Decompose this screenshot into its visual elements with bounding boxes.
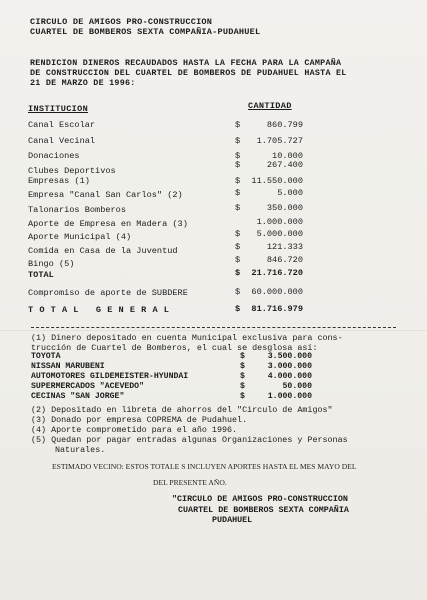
- currency-sign: $: [240, 392, 245, 401]
- currency-sign: $: [240, 382, 245, 391]
- company-amount: 3.000.000: [267, 362, 312, 371]
- row-amount: 5.000.000: [256, 229, 303, 239]
- footnote-1-line-1: (1) Dinero depositado en cuenta Municipal exclusiva para cons-: [31, 333, 343, 343]
- footnote-1-line-2: trucción de Cuartel de Bomberos, el cual se desglosa así:: [31, 343, 318, 353]
- currency-sign: $: [235, 160, 241, 170]
- row-amount: 350.000: [266, 203, 303, 213]
- row-amount: 846.720: [266, 255, 303, 265]
- currency-sign: $: [235, 287, 241, 297]
- currency-sign: $: [235, 268, 241, 278]
- intro-paragraph: [30, 58, 347, 88]
- row-amount: 1.000.000: [256, 217, 303, 227]
- intro-line-1: RENDICION DINEROS RECAUDADOS HASTA LA FECHA PARA LA CAMPAÑA: [30, 58, 342, 68]
- row-amount: 60.000.000: [251, 287, 303, 297]
- currency-sign: $: [235, 242, 241, 252]
- row-amount: 121.333: [266, 242, 303, 252]
- company-name: CECINAS "SAN JORGE": [31, 392, 125, 401]
- intro-line-3: 21 DE MARZO DE 1996:: [30, 78, 136, 88]
- intro-line-2: DE CONSTRUCCION DEL CUARTEL DE BOMBEROS DE PUDAHUEL HASTA EL: [30, 68, 347, 78]
- row-amount: 21.716.720: [251, 268, 303, 278]
- row-label: Aporte Municipal (4): [28, 232, 132, 242]
- currency-sign: $: [235, 136, 241, 146]
- row-label: Empresa "Canal San Carlos" (2): [28, 190, 183, 200]
- company-name: TOYOTA: [31, 352, 61, 361]
- footnotes-2-5: [31, 405, 348, 455]
- company-amount: 1.000.000: [267, 392, 312, 401]
- column-header-cantidad: CANTIDAD: [248, 101, 292, 111]
- company-amount: 3.500.000: [267, 352, 312, 361]
- currency-sign: $: [235, 188, 241, 198]
- footnote-1: [31, 333, 343, 353]
- row-label: Compromiso de aporte de SUBDERE: [28, 288, 188, 298]
- company-amount: 50.000: [282, 382, 312, 391]
- company-amount: 4.000.000: [267, 372, 312, 381]
- footnote-2: (2) Depositado en libreta de ahorros del "Circulo de Amigos": [31, 405, 333, 415]
- row-label: T O T A L G E N E R A L: [28, 305, 170, 315]
- company-name: NISSAN MARUBENI: [31, 362, 105, 371]
- signature-block: [172, 494, 349, 526]
- company-name: SUPERMERCADOS "ACEVEDO": [31, 382, 145, 391]
- row-label: Donaciones: [28, 151, 80, 161]
- footnote-3: (3) Donado por empresa COPREMA de Pudahuel.: [31, 415, 248, 425]
- row-label: Bingo (5): [28, 259, 75, 269]
- footnote-5: (5) Quedan por pagar entradas algunas Organizaciones y Personas: [31, 435, 348, 445]
- currency-sign: $: [240, 372, 245, 381]
- footnote-4: (4) Aporte comprometido para el año 1996.: [31, 425, 238, 435]
- row-label: Comida en Casa de la Juventud: [28, 246, 178, 256]
- signature-line-3: PUDAHUEL: [212, 515, 253, 525]
- currency-sign: $: [235, 120, 241, 130]
- row-amount: 5.000: [277, 188, 303, 198]
- dashed-separator: [31, 327, 396, 328]
- row-label: Canal Vecinal: [28, 136, 96, 146]
- header-line-1: CIRCULO DE AMIGOS PRO-CONSTRUCCION: [30, 17, 213, 27]
- currency-sign: $: [240, 352, 245, 361]
- row-amount: 11.550.000: [251, 176, 303, 186]
- row-label: Canal Escolar: [28, 120, 96, 130]
- company-name: AUTOMOTORES GILDEMEISTER-HYUNDAI: [31, 372, 189, 381]
- signature-line-2: CUARTEL DE BOMBEROS SEXTA COMPAÑIA: [178, 504, 349, 515]
- row-label: Talonarios Bomberos: [28, 205, 126, 215]
- currency-sign: $: [235, 229, 241, 239]
- currency-sign: $: [235, 203, 241, 213]
- row-amount: 267.400: [266, 160, 303, 170]
- currency-sign: $: [235, 255, 241, 265]
- row-amount: 81.716.979: [251, 304, 303, 314]
- currency-sign: $: [240, 362, 245, 371]
- org-header: [30, 17, 260, 37]
- column-header-institucion: INSTITUCION: [28, 104, 89, 114]
- row-label: Empresas (1): [28, 176, 90, 186]
- row-label: Clubes Deportivos: [28, 166, 116, 176]
- estimado-line-1: ESTIMADO VECINO: ESTOS TOTALE S INCLUYEN APORTES HASTA EL MES MAYO DEL: [52, 462, 357, 471]
- row-amount: 860.799: [266, 120, 303, 130]
- page-fold: [0, 330, 427, 331]
- currency-sign: $: [235, 151, 241, 161]
- currency-sign: $: [235, 304, 241, 314]
- row-amount: 1.705.727: [256, 136, 303, 146]
- row-amount: 10.000: [272, 151, 303, 161]
- signature-line-1: "CIRCULO DE AMIGOS PRO-CONSTRUCCION: [172, 494, 348, 504]
- footnote-5-cont: Naturales.: [55, 445, 106, 455]
- row-label: Aporte de Empresa en Madera (3): [28, 219, 188, 229]
- header-line-2: CUARTEL DE BOMBEROS SEXTA COMPAÑIA-PUDAHUEL: [30, 27, 261, 37]
- currency-sign: $: [235, 176, 241, 186]
- row-label: TOTAL: [28, 270, 54, 280]
- estimado-line-2: DEL PRESENTE AÑO.: [153, 478, 227, 487]
